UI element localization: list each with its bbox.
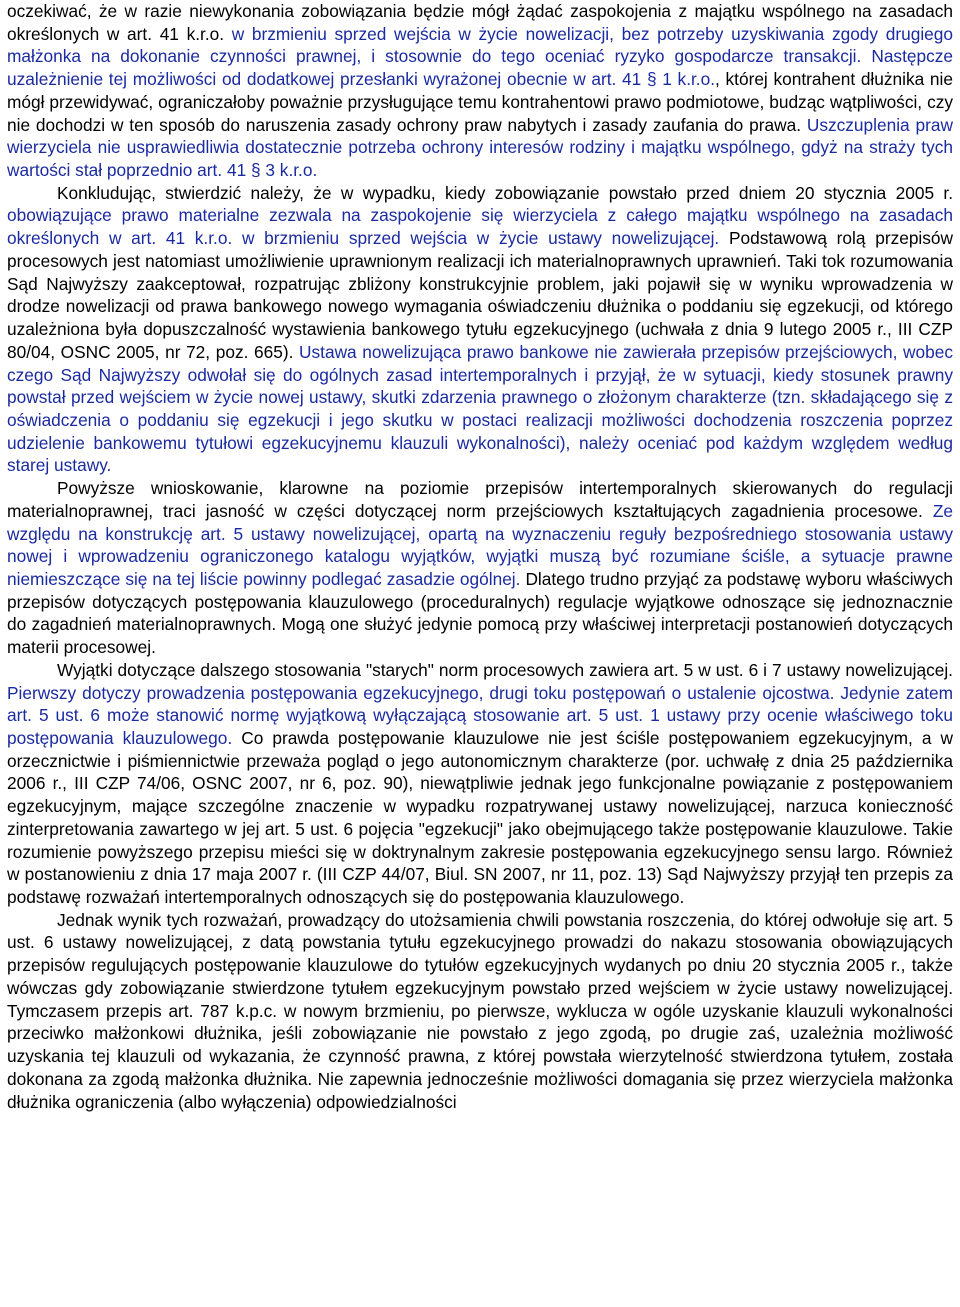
text-segment: Ze względu na konstrukcję art. 5 ustawy nowelizującej, opartą na wyznaczeniu reguły bezpośredniego stosowania ustawy nowej i wprowadzeniu ograniczonego katalogu wyjątków, wyjątki muszą być rozumiane ściśle, a sytuacje prawne niemieszczące się na tej liście powinny podlegać zasadzie ogólnej. bbox=[7, 500, 953, 589]
text-segment: Wyjątki dotyczące dalszego stosowania "starych" norm procesowych zawiera art. 5 w ust. 6 i 7 ustawy nowelizującej. bbox=[57, 659, 953, 680]
paragraph bbox=[7, 0, 953, 182]
text-segment: oczekiwać, że w razie niewykonania zobowiązania będzie mógł żądać zaspokojenia z majątku wspólnego na zasadach określonych w art. 41 k.r.o. bbox=[7, 1, 953, 44]
text-segment: Powyższe wnioskowanie, klarowne na poziomie przepisów intertemporalnych skierowanych do regulacji materialnoprawnej, traci jasność w części dotyczącej norm przejściowych kształtujących zagadnienia procesowe. bbox=[7, 478, 953, 521]
text-segment: , której kontrahent dłużnika nie mógł przewidywać, ograniczałoby poważnie przysługujące temu kontrahentowi prawo podmiotowe, budząc wątpliwości, czy nie dochodzi w ten sposób do naruszenia zasady ochrony praw nabytych i zasady zaufania do prawa. bbox=[7, 69, 953, 135]
text-segment: Uszczuplenia praw wierzyciela nie usprawiedliwia dostatecznie potrzeba ochrony interesów rodziny i majątku wspólnego, gdyż na straży tych wartości stał poprzednio art. 41 § 3 k.r.o. bbox=[7, 114, 953, 181]
paragraph bbox=[7, 182, 953, 477]
text-segment: Pierwszy dotyczy prowadzenia postępowania egzekucyjnego, drugi toku postępowań o ustalenie ojcostwa. Jedynie zatem art. 5 ust. 6 może stanowić normę wyjątkową wyłączającą stosowanie art. 5 ust. 1 ustawy przy ocenie właściwego toku postępowania klauzulowego. bbox=[7, 682, 953, 748]
paragraph bbox=[7, 909, 953, 1113]
text-segment: Jednak wynik tych rozważań, prowadzący do utożsamienia chwili powstania roszczenia, do której odwołuje się art. 5 ust. 6 ustawy nowelizującej, z datą powstania tytułu egzekucyjnego prowadzi do nakazu stosowania obowiązujących przepisów regulujących postępowanie klauzulowe do tytułów egzekucyjnych wydanych po dniu 20 stycznia 2005 r., także wówczas gdy zobowiązanie stwierdzone tytułem egzekucyjnym powstało przed wejściem w życie ustawy nowelizującej. Tymczasem przepis art. 787 k.p.c. w nowym brzmieniu, po pierwsze, wyklucza w ogóle uzyskanie klauzuli wykonalności przeciwko małżonkowi dłużnika, jeśli zobowiązanie nie powstało z jego zgodą, po drugie zaś, uzależnia możliwość uzyskania tej klauzuli od wykazania, że czynność prawna, z której powstała wierzytelność stwierdzona tytułem, została dokonana za zgodą małżonka dłużnika. Nie zapewnia jednocześnie możliwości domagania się przez wierzyciela małżonka dłużnika ograniczenia (albo wyłączenia) odpowiedzialności bbox=[7, 909, 953, 1112]
paragraph bbox=[7, 477, 953, 659]
text-segment: Ustawa nowelizująca prawo bankowe nie zawierała przepisów przejściowych, wobec czego Sąd Najwyższy odwołał się do ogólnych zasad intertemporalnych i przyjął, że w sytuacji, kiedy stosunek prawny powstał przed wejściem w życie nowej ustawy, skutki zdarzenia prawnego o złożonym charakterze (tzn. składającego się z oświadczenia o poddaniu się egzekucji i jego skutku w postaci realizacji możliwości dochodzenia roszczenia poprzez udzielenie bankowemu tytułowi egzekucyjnemu klauzuli wykonalności), należy oceniać pod każdym względem według starej ustawy. bbox=[7, 341, 953, 476]
paragraph bbox=[7, 659, 953, 909]
text-segment: w brzmieniu sprzed wejścia w życie nowelizacji, bez potrzeby uzyskiwania zgody drugiego małżonka na dokonanie czynności prawnej, i stosownie do tego oceniać ryzyko gospodarcze transakcji. Następcze uzależnienie tej możliwości od dodatkowej przesłanki wyrażonej obecnie w art. 41 § 1 k.r.o. bbox=[7, 23, 953, 90]
text-segment: Podstawową rolą przepisów procesowych jest natomiast umożliwienie uprawnionym realizacji ich materialnoprawnych uprawnień. Taki tok rozumowania Sąd Najwyższy zaakceptował, rozpatrując zbliżony konstrukcyjnie problem, jaki pojawił się w wyniku wprowadzenia w drodze nowelizacji od prawa bankowego nowego wymagania oświadczeniu dłużnika o poddaniu się egzekucji, od którego uzależniona była dopuszczalność wystawienia bankowego tytułu egzekucyjnego (uchwała z dnia 9 lutego 2005 r., III CZP 80/04, OSNC 2005, nr 72, poz. 665). bbox=[7, 228, 954, 362]
text-segment: Co prawda postępowanie klauzulowe nie jest ściśle postępowaniem egzekucyjnym, a w orzecznictwie i piśmiennictwie przeważa pogląd o jego autonomicznym charakterze (por. uchwałę z dnia 25 października 2006 r., III CZP 74/06, OSNC 2007, nr 6, poz. 90), niewątpliwie jednak jego funkcjonalne powiązanie z postępowaniem egzekucyjnym, mające szczególne znaczenie w wypadku rozpatrywanej ustawy nowelizującej, narzuca konieczność zinterpretowania zawartego w jej art. 5 ust. 6 pojęcia "egzekucji" jako obejmującego także postępowanie klauzulowe. Takie rozumienie powyższego przepisu mieści się w doktrynalnym zakresie postępowania egzekucyjnego sensu largo. Również w postanowieniu z dnia 17 maja 2007 r. (III CZP 44/07, Biul. SN 2007, nr 11, poz. 13) Sąd Najwyższy przyjął ten przepis za podstawę rozważań intertemporalnych odnoszących się do postępowania klauzulowego. bbox=[7, 728, 953, 908]
text-segment: Dlatego trudno przyjąć za podstawę wyboru właściwych przepisów dotyczących postępowania klauzulowego (proceduralnych) regulacje wyjątkowe odnoszące się jednoznacznie do zagadnień materialnoprawnych. Mogą one służyć jedynie pomocą przy właściwej interpretacji postanowień dotyczących materii procesowej. bbox=[7, 568, 953, 658]
text-segment: obowiązujące prawo materialne zezwala na zaspokojenie się wierzyciela z całego majątku wspólnego na zasadach określonych w art. 41 k.r.o. w brzmieniu sprzed wejścia w życie ustawy nowelizującej. bbox=[7, 205, 953, 249]
text-segment: Konkludując, stwierdzić należy, że w wypadku, kiedy zobowiązanie powstało przed dniem 20 stycznia 2005 r. bbox=[57, 182, 953, 203]
